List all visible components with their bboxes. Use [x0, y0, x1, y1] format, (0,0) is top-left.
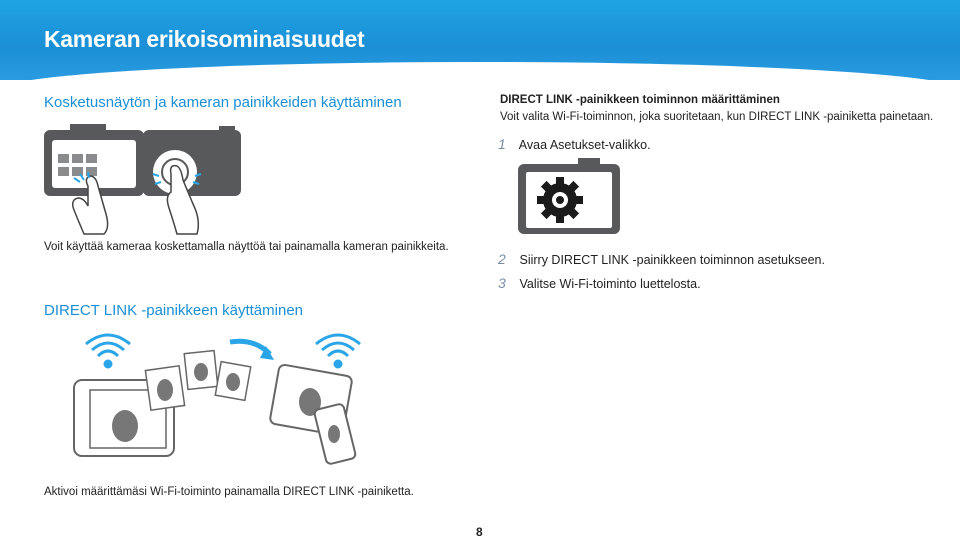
step-1: [498, 136, 651, 152]
header-curve: [0, 62, 960, 90]
step-number: 3: [498, 275, 506, 291]
caption-touch-buttons: Voit käyttää kameraa koskettamalla näyttöä tai painamalla kameran painikkeita.: [44, 241, 449, 253]
step-text: Siirry DIRECT LINK -painikkeen toiminnon asetukseen.: [519, 253, 825, 267]
page-header: [0, 0, 960, 80]
step-text: Avaa Asetukset-valikko.: [518, 138, 651, 152]
wifi-icon: [316, 335, 360, 367]
wifi-icon: [86, 335, 130, 367]
settings-gear-icon: [518, 158, 620, 234]
camera-button-press-icon: [143, 124, 253, 234]
step-2: [498, 251, 825, 267]
step-3: [498, 275, 701, 291]
right-heading: DIRECT LINK -painikkeen toiminnon määrittäminen: [500, 94, 780, 106]
page-number: 8: [476, 525, 483, 539]
right-description: Voit valita Wi-Fi-toiminnon, joka suoritetaan, kun DIRECT LINK -painiketta painetaan.: [500, 111, 934, 123]
step-text: Valitse Wi-Fi-toiminto luettelosta.: [519, 277, 701, 291]
camera-touchscreen-icon: [44, 124, 144, 234]
page-title: Kameran erikoisominaisuudet: [44, 26, 365, 52]
section-title-touch-buttons: Kosketusnäytön ja kameran painikkeiden käyttäminen: [44, 94, 402, 111]
direct-link-illustration: [70, 334, 370, 474]
step-number: 2: [498, 251, 506, 267]
step-number: 1: [498, 136, 506, 152]
section-title-direct-link: DIRECT LINK -painikkeen käyttäminen: [44, 302, 303, 319]
caption-direct-link: Aktivoi määrittämäsi Wi-Fi-toiminto painamalla DIRECT LINK -painiketta.: [44, 486, 414, 498]
